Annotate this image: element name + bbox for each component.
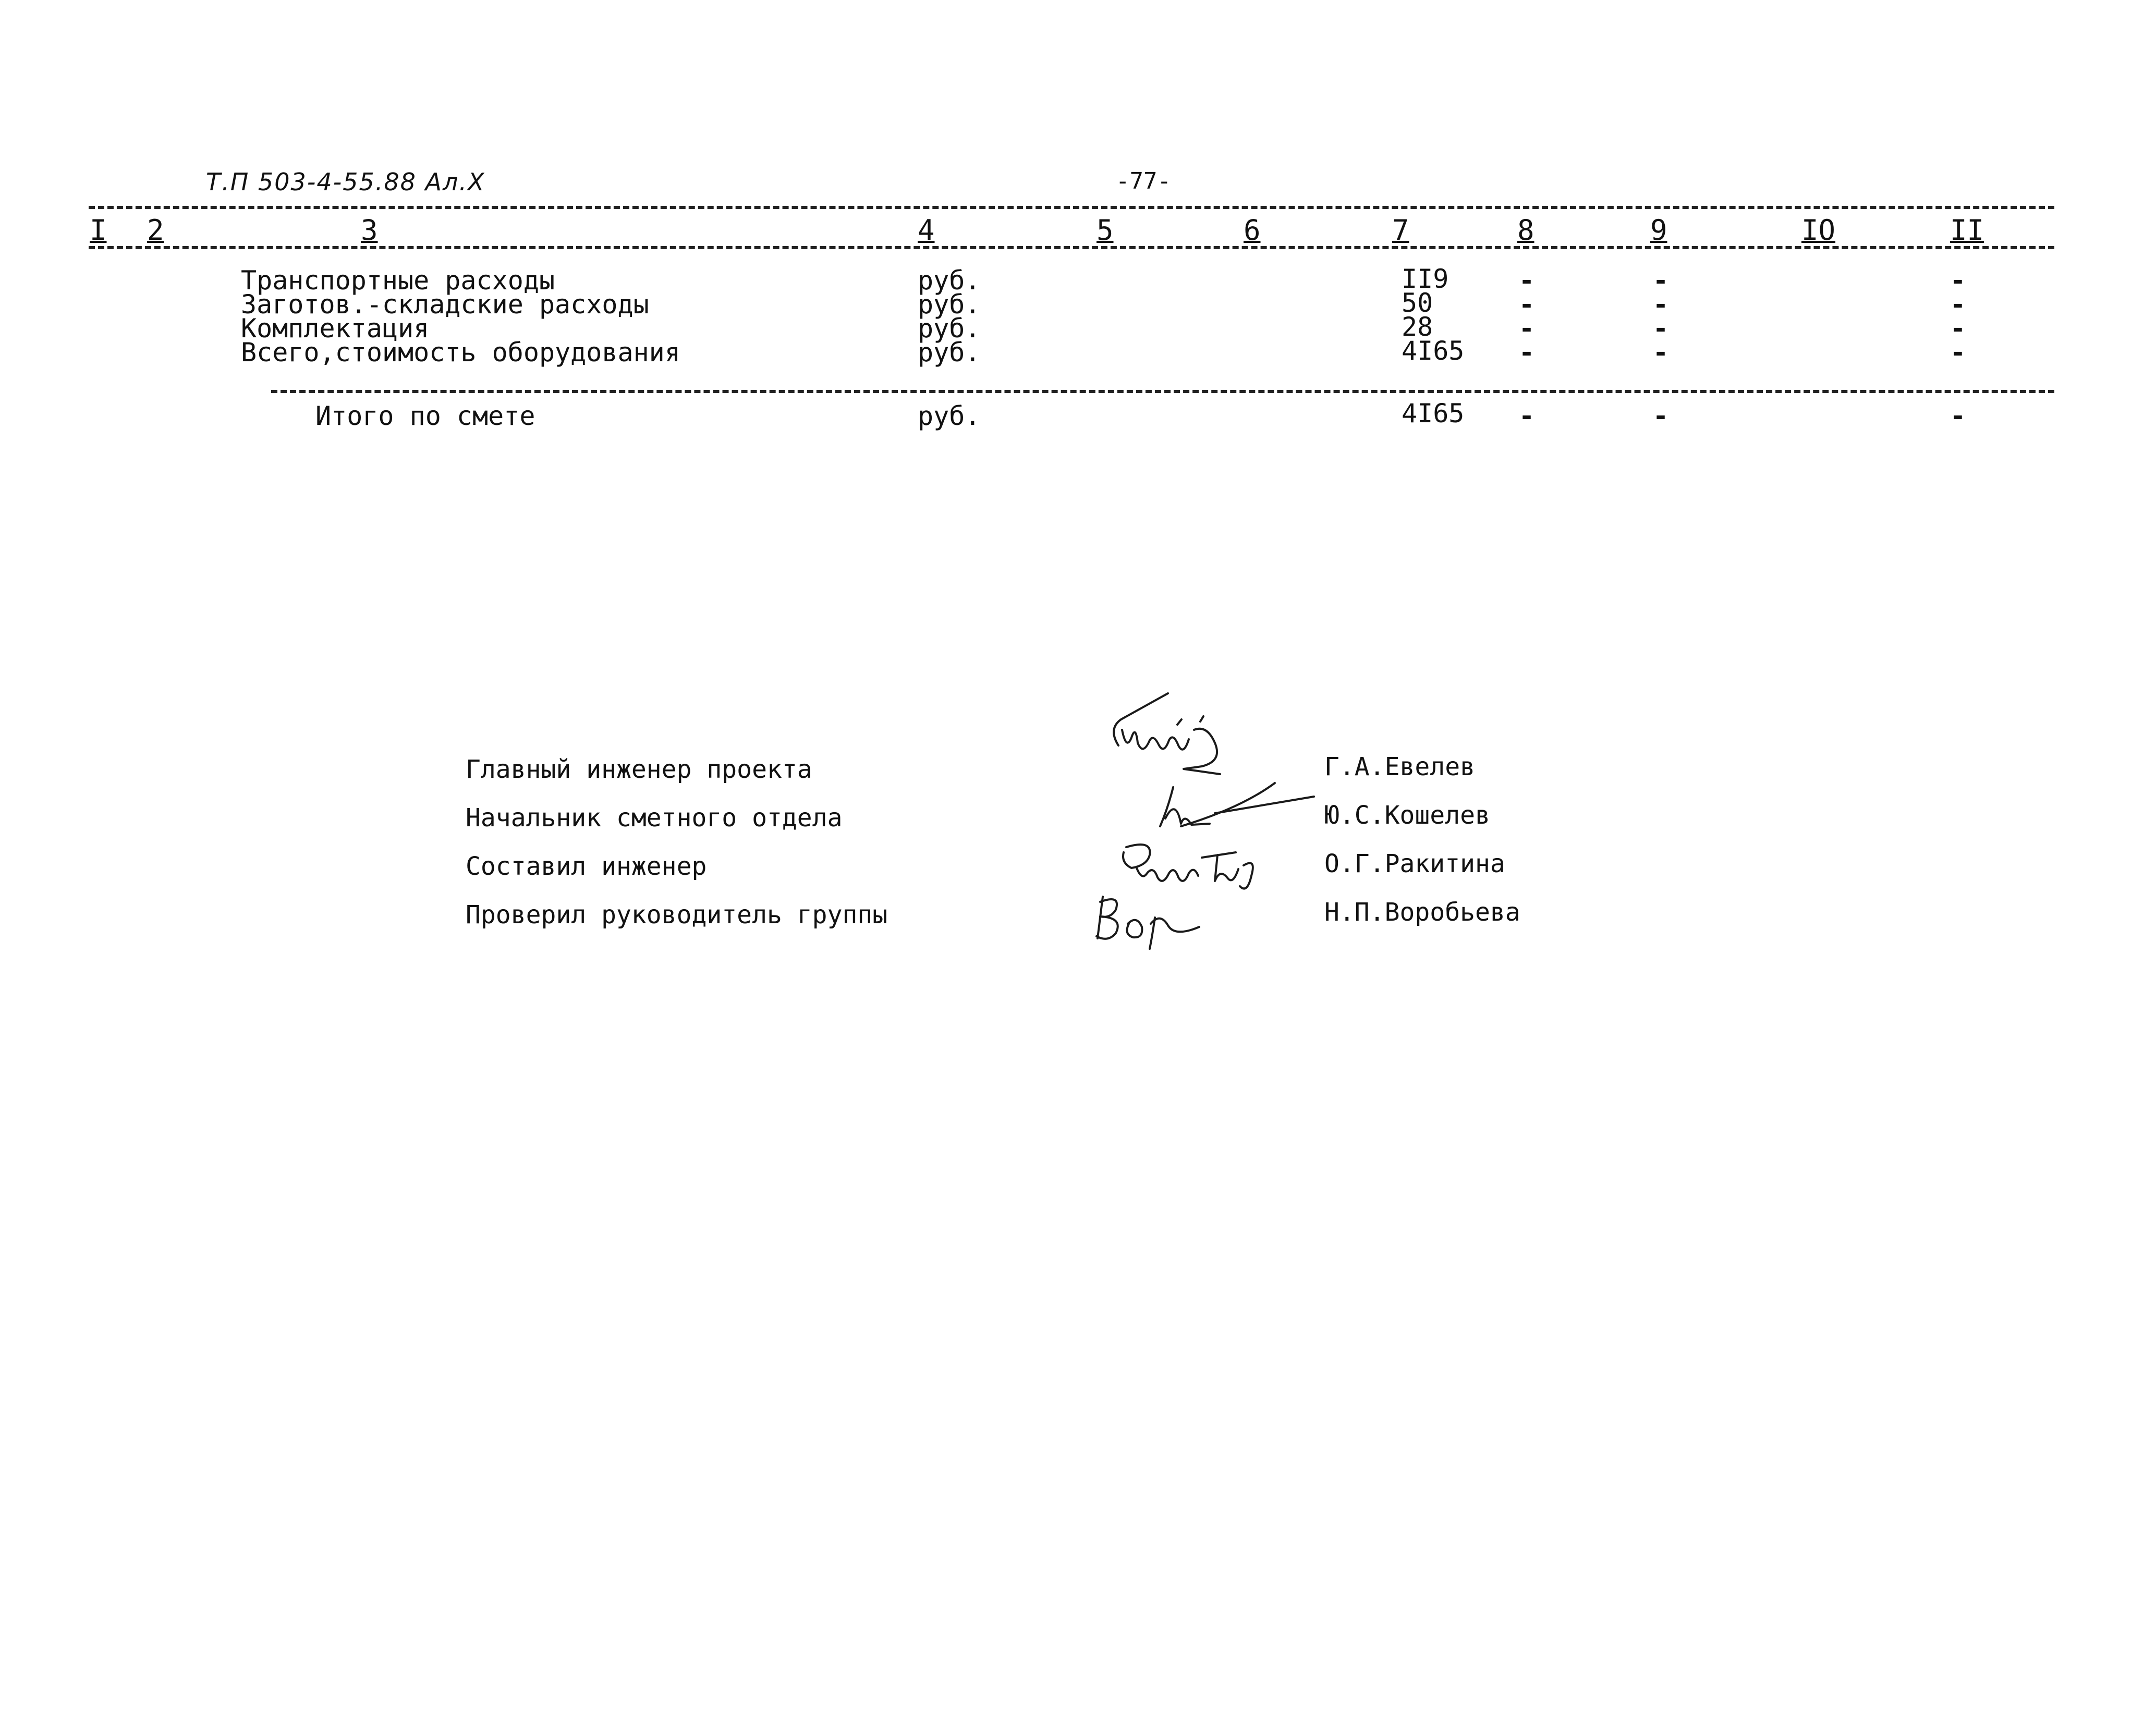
row-4-col8: - [1519,337,1535,368]
column-number-10: IO [1801,214,1836,247]
row-2-name: Заготов.-складские расходы [241,289,649,320]
signature-role-estimate-head: Начальник сметного отдела [466,803,843,833]
row-4-unit: руб. [918,337,981,368]
row-1-col8: - [1519,265,1535,296]
column-header-rule [89,246,2054,249]
total-col8: - [1519,401,1535,431]
row-1-col11: - [1950,265,1966,296]
column-number-4: 4 [918,214,935,247]
row-1-col9: - [1653,265,1669,296]
signature-name-rakitina: О.Г.Ракитина [1324,849,1505,878]
signature-role-checker: Проверил руководитель группы [466,900,888,930]
row-4-col11: - [1950,337,1966,368]
row-2-unit: руб. [918,289,981,320]
signature-role-chief-engineer: Главный инженер проекта [466,755,812,784]
row-4-col7: 4I65 [1402,336,1465,366]
column-number-2: 2 [147,214,164,247]
total-unit: руб. [918,401,981,431]
row-3-col9: - [1653,313,1669,344]
row-4-col9: - [1653,337,1669,368]
total-col11: - [1950,401,1966,431]
row-3-col8: - [1519,313,1535,344]
column-number-9: 9 [1650,214,1667,247]
page-number: -77- [1116,168,1171,194]
signature-vorobyeva [1087,886,1223,954]
row-1-col7: II9 [1402,264,1449,294]
row-3-unit: руб. [918,313,981,344]
table-top-rule [89,206,2054,209]
signature-name-evelev: Г.А.Евелев [1324,752,1475,781]
column-number-7: 7 [1392,214,1409,247]
column-number-8: 8 [1517,214,1534,247]
signature-koshelev [1152,777,1330,839]
column-number-3: 3 [361,214,378,247]
signature-name-vorobyeva: Н.П.Воробьева [1324,898,1520,927]
total-col7: 4I65 [1402,398,1465,429]
column-number-1: I [90,214,107,247]
total-col9: - [1653,401,1669,431]
row-2-col7: 50 [1402,288,1433,318]
row-1-unit: руб. [918,265,981,296]
total-name: Итого по смете [315,401,535,431]
row-3-col7: 28 [1402,312,1433,342]
row-2-col8: - [1519,289,1535,320]
column-number-11: II [1950,214,1984,247]
row-4-name: Всего,стоимость оборудования [241,337,680,368]
row-2-col9: - [1653,289,1669,320]
document-code: Т.П 503-4-55.88 Ал.Х [206,168,485,196]
column-number-6: 6 [1244,214,1261,247]
signature-name-koshelev: Ю.С.Кошелев [1324,801,1490,830]
row-1-name: Транспортные расходы [241,265,555,296]
row-2-col11: - [1950,289,1966,320]
signature-role-compiler: Составил инженер [466,852,707,881]
row-3-name: Комплектация [241,313,430,344]
column-number-5: 5 [1097,214,1114,247]
total-rule [271,390,2054,393]
row-3-col11: - [1950,313,1966,344]
